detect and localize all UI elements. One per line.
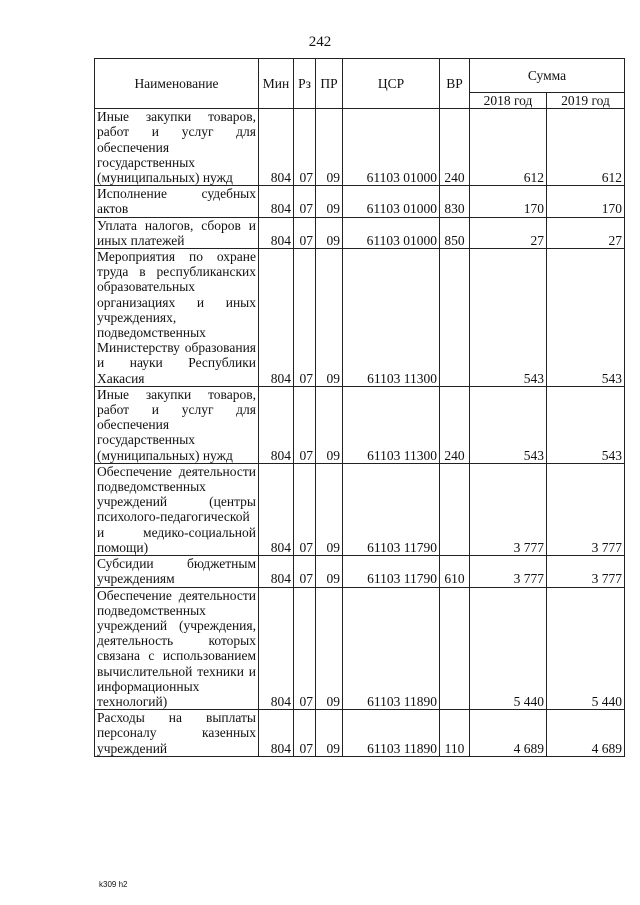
- header-year-2018: 2018 год: [470, 93, 547, 109]
- row-vr: [440, 463, 470, 555]
- table-row: [95, 109, 625, 186]
- row-vr: 830: [440, 186, 470, 217]
- row-csr: 61103 11300: [343, 249, 440, 387]
- row-name: Иные закупки товаров, работ и услуг для обеспечения государственных (муниципальных) нужд: [95, 109, 259, 186]
- row-sum-2018: 543: [470, 386, 547, 463]
- row-min: 804: [259, 109, 294, 186]
- row-name: Мероприятия по охране труда в республиканских образовательных организациях и иных учреждениях, подведомственных Министерству образования и науки Республики Хакасия: [95, 249, 259, 387]
- row-sum-2019: 3 777: [547, 556, 625, 587]
- row-sum-2018: 612: [470, 109, 547, 186]
- table-row: [95, 186, 625, 217]
- row-min: 804: [259, 217, 294, 248]
- row-name: Исполнение судебных актов: [95, 186, 259, 217]
- row-vr: 240: [440, 386, 470, 463]
- header-csr: ЦСР: [343, 59, 440, 109]
- row-vr: 240: [440, 109, 470, 186]
- row-min: 804: [259, 463, 294, 555]
- table-row: [95, 556, 625, 587]
- row-sum-2018: 170: [470, 186, 547, 217]
- row-name: Уплата налогов, сборов и иных платежей: [95, 217, 259, 248]
- row-sum-2018: 3 777: [470, 556, 547, 587]
- row-sum-2018: 543: [470, 249, 547, 387]
- row-min: 804: [259, 386, 294, 463]
- row-vr: [440, 587, 470, 710]
- header-year-2019: 2019 год: [547, 93, 625, 109]
- row-vr: 110: [440, 710, 470, 757]
- row-rz: 07: [294, 109, 316, 186]
- row-csr: 61103 01000: [343, 186, 440, 217]
- row-min: 804: [259, 186, 294, 217]
- row-rz: 07: [294, 463, 316, 555]
- row-name: Субсидии бюджетным учреждениям: [95, 556, 259, 587]
- row-pr: 09: [316, 463, 343, 555]
- row-sum-2018: 27: [470, 217, 547, 248]
- row-pr: 09: [316, 710, 343, 757]
- row-pr: 09: [316, 109, 343, 186]
- table-row: [95, 249, 625, 387]
- row-pr: 09: [316, 186, 343, 217]
- table-row: [95, 710, 625, 757]
- row-csr: 61103 11300: [343, 386, 440, 463]
- row-min: 804: [259, 587, 294, 710]
- header-sum: Сумма: [470, 59, 625, 93]
- row-sum-2018: 4 689: [470, 710, 547, 757]
- row-sum-2019: 3 777: [547, 463, 625, 555]
- row-name: Обеспечение деятельности подведомственных учреждений (центры психолого-педагогической и медико-социальной помощи): [95, 463, 259, 555]
- table-body: [95, 109, 625, 757]
- row-sum-2019: 612: [547, 109, 625, 186]
- table-row: [95, 463, 625, 555]
- row-rz: 07: [294, 710, 316, 757]
- row-csr: 61103 11890: [343, 587, 440, 710]
- row-sum-2019: 543: [547, 249, 625, 387]
- header-name: Наименование: [95, 59, 259, 109]
- row-sum-2019: 543: [547, 386, 625, 463]
- table-row: [95, 217, 625, 248]
- row-pr: 09: [316, 249, 343, 387]
- row-pr: 09: [316, 386, 343, 463]
- row-pr: 09: [316, 587, 343, 710]
- row-csr: 61103 01000: [343, 109, 440, 186]
- row-rz: 07: [294, 556, 316, 587]
- header-vr: ВР: [440, 59, 470, 109]
- row-sum-2019: 170: [547, 186, 625, 217]
- row-sum-2018: 5 440: [470, 587, 547, 710]
- row-csr: 61103 11790: [343, 556, 440, 587]
- table-row: [95, 386, 625, 463]
- row-csr: 61103 11790: [343, 463, 440, 555]
- row-sum-2019: 5 440: [547, 587, 625, 710]
- row-csr: 61103 01000: [343, 217, 440, 248]
- row-min: 804: [259, 556, 294, 587]
- header-rz: Рз: [294, 59, 316, 109]
- footer-code: k309 h2: [99, 880, 128, 889]
- header-pr: ПР: [316, 59, 343, 109]
- row-rz: 07: [294, 186, 316, 217]
- row-min: 804: [259, 710, 294, 757]
- row-name: Расходы на выплаты персоналу казенных учреждений: [95, 710, 259, 757]
- row-vr: 850: [440, 217, 470, 248]
- page-number: 242: [308, 34, 332, 50]
- row-name: Обеспечение деятельности подведомственных учреждений (учреждения, деятельность которых связана с использованием вычислительной техники и информационных технологий): [95, 587, 259, 710]
- row-sum-2019: 4 689: [547, 710, 625, 757]
- row-pr: 09: [316, 217, 343, 248]
- row-name: Иные закупки товаров, работ и услуг для обеспечения государственных (муниципальных) нужд: [95, 386, 259, 463]
- row-pr: 09: [316, 556, 343, 587]
- table-row: [95, 587, 625, 710]
- row-rz: 07: [294, 217, 316, 248]
- row-vr: [440, 249, 470, 387]
- row-sum-2019: 27: [547, 217, 625, 248]
- header-min: Мин: [259, 59, 294, 109]
- row-rz: 07: [294, 386, 316, 463]
- table-header: [95, 59, 625, 109]
- row-min: 804: [259, 249, 294, 387]
- row-rz: 07: [294, 587, 316, 710]
- row-rz: 07: [294, 249, 316, 387]
- row-vr: 610: [440, 556, 470, 587]
- row-csr: 61103 11890: [343, 710, 440, 757]
- row-sum-2018: 3 777: [470, 463, 547, 555]
- budget-table: [94, 58, 625, 757]
